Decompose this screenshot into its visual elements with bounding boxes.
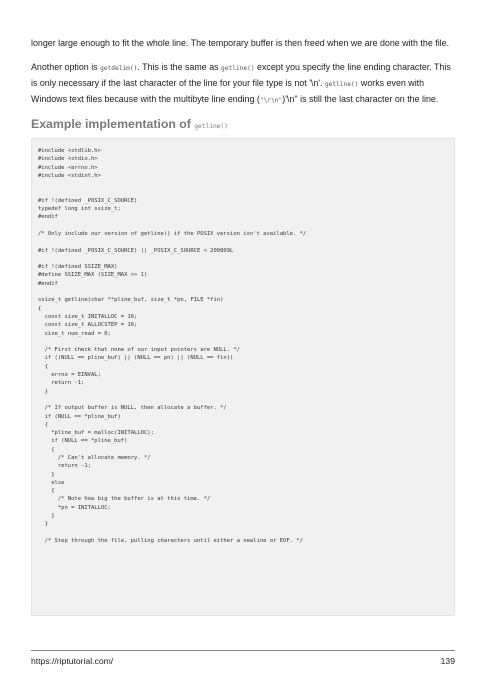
code-line: #define SSIZE_MAX (SIZE_MAX >> 1) <box>38 272 148 279</box>
heading-text: Example implementation of <box>31 117 195 131</box>
section-heading <box>31 117 455 131</box>
code-line: if ((NULL == pline_buf) || (NULL == pn) || (NULL == fin)) <box>38 355 234 362</box>
code-line <box>38 238 448 246</box>
document-page <box>31 36 455 616</box>
code-block <box>31 138 455 616</box>
inline-code-getline: getline() <box>324 81 359 88</box>
page-footer <box>31 650 455 666</box>
code-line: } <box>38 471 55 478</box>
code-line: #include <errno.h> <box>38 164 98 171</box>
code-line: { <box>38 446 55 453</box>
code-line: } <box>38 521 48 528</box>
code-line: #include <stdio.h> <box>38 156 98 163</box>
code-line <box>38 180 448 188</box>
code-line: #if !(defined _POSIX_C_SOURCE) || _POSIX_C_SOURCE < 200809L <box>38 247 234 254</box>
code-line: return -1; <box>38 380 85 387</box>
code-line <box>38 396 448 404</box>
code-line: #if !(defined SSIZE_MAX) <box>38 264 118 271</box>
code-line: { <box>38 363 48 370</box>
code-line: #endif <box>38 214 58 221</box>
code-line <box>38 222 448 230</box>
para-text: Another option is <box>31 62 101 72</box>
code-line: { <box>38 421 48 428</box>
footer-url[interactable]: https://riptutorial.com/ <box>31 656 114 666</box>
paragraph-freed-buffer: longer large enough to fit the whole line. The temporary buffer is then freed when we are done with the file. <box>31 38 450 48</box>
code-line: /* If output buffer is NULL, then allocate a buffer. */ <box>38 405 227 412</box>
code-line: const size_t ALLOCSTEP = 16; <box>38 322 138 329</box>
code-line: return -1; <box>38 463 91 470</box>
code-line: /* Step through the file, pulling characters until either a newline or EOF. */ <box>38 537 303 544</box>
code-line: size_t num_read = 0; <box>38 330 111 337</box>
heading-code: getline() <box>194 123 228 130</box>
code-line: /* First check that none of our input pointers are NULL. */ <box>38 347 240 354</box>
code-line <box>38 338 448 346</box>
paragraph-getdelim <box>31 60 455 108</box>
code-line: /* Only include our version of getline() if the POSIX version isn't available. */ <box>38 230 307 237</box>
code-line <box>38 529 448 537</box>
code-line <box>38 255 448 263</box>
code-line: #endif <box>38 280 58 287</box>
code-line <box>38 188 448 196</box>
code-line: #include <stdlib.h> <box>38 148 101 154</box>
para-text: )'\n'' is still the last character on the line. <box>282 94 439 104</box>
code-line: /* Can't allocate memory. */ <box>38 454 151 461</box>
inline-code-getdelim: getdelim() <box>100 65 138 72</box>
para-text: works even with Windows text files because with the multibyte line ending ( <box>31 78 425 104</box>
code-line: } <box>38 513 55 520</box>
code-line: *pline_buf = malloc(INITALLOC); <box>38 430 154 437</box>
code-line: ssize_t getline(char **pline_buf, size_t *pn, FILE *fin) <box>38 297 224 304</box>
code-line: #if !(defined _POSIX_C_SOURCE) <box>38 197 138 204</box>
code-line: typedef long int ssize_t; <box>38 206 121 213</box>
para-text: except you specify the line ending character. This is only necessary if the last character of the line for your file type is not '\n'. <box>31 62 451 88</box>
code-line: if (NULL == *pline_buf) <box>38 438 128 445</box>
code-line: } <box>38 388 48 395</box>
page-number: 139 <box>440 656 455 666</box>
code-line: errno = EINVAL; <box>38 372 101 379</box>
code-line: if (NULL == *pline_buf) <box>38 413 121 420</box>
code-line: /* Note how big the buffer is at this time. */ <box>38 496 211 503</box>
code-line <box>38 288 448 296</box>
code-line: { <box>38 305 42 312</box>
code-line: const size_t INITALLOC = 16; <box>38 313 138 320</box>
code-line: *pn = INITALLOC; <box>38 504 111 511</box>
code-line: #include <stdint.h> <box>38 172 101 179</box>
code-line: else <box>38 479 65 486</box>
inline-code-crlf: "\r\n" <box>259 97 283 104</box>
code-line: { <box>38 488 55 495</box>
inline-code-getline: getline() <box>221 65 255 72</box>
para-text: . This is the same as <box>137 62 222 72</box>
